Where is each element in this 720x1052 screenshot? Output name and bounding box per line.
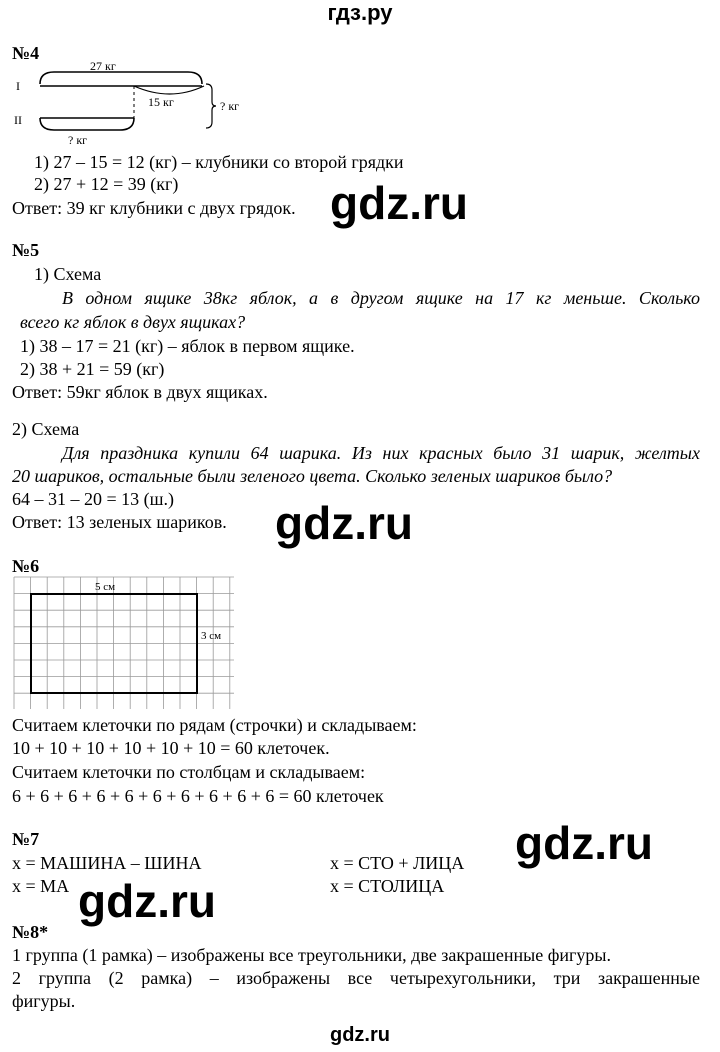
difference-brace: [134, 86, 204, 94]
total-label: ? кг: [220, 99, 240, 113]
watermark-2: gdz.ru: [275, 497, 413, 549]
watermark-4: gdz.ru: [78, 875, 216, 927]
task-7-right-1: х = СТО + ЛИЦА: [330, 853, 465, 873]
task-7-left-1: х = МАШИНА – ШИНА: [12, 853, 202, 873]
watermark-1: gdz.ru: [330, 177, 468, 229]
height-label: 3 см: [201, 630, 222, 642]
task-6-line-4: 6 + 6 + 6 + 6 + 6 + 6 + 6 + 6 + 6 + 6 = 60 клеточек: [12, 786, 384, 806]
task-5-part2-solution: 64 – 31 – 20 = 13 (ш.): [12, 489, 174, 509]
task-5-part1-problem-line2: всего кг яблок в двух ящиках?: [20, 312, 246, 332]
task-8-header: №8*: [12, 922, 49, 942]
task-5-part1-problem-line1: В одном ящике 38кг яблок, а в другом ящике на 17 кг меньше. Сколько: [62, 288, 700, 308]
task-5-part2-answer: Ответ: 13 зеленых шариков.: [12, 512, 227, 532]
bottom-brace: [40, 118, 134, 130]
task-5-part2-title: 2) Схема: [12, 419, 80, 439]
task-6-line-3: Считаем клеточки по столбцам и складываем:: [12, 762, 366, 782]
task-7-left-2: х = МА: [12, 876, 70, 896]
task-8-line-2: 2 группа (2 рамка) – изображены все четырехугольники, три закрашенные: [12, 968, 700, 988]
width-label: 5 см: [95, 581, 116, 593]
bottom-label: ? кг: [68, 133, 88, 147]
task-4-line-1: 1) 27 – 15 = 12 (кг) – клубники со второй грядки: [34, 152, 404, 172]
task-6-header: №6: [12, 556, 40, 576]
row-2-label: II: [14, 113, 22, 127]
task-5-part1-answer: Ответ: 59кг яблок в двух ящиках.: [12, 382, 268, 402]
footer-watermark: gdz.ru: [330, 1024, 390, 1046]
grid-lines: [14, 577, 234, 709]
watermark-3: gdz.ru: [515, 817, 653, 869]
task-5-part1-line-1: 1) 38 – 17 = 21 (кг) – яблок в первом ящике.: [20, 336, 355, 356]
row-1-label: I: [16, 79, 20, 93]
task-5-part2-problem-line1: Для праздника купили 64 шарика. Из них красных было 31 шарик, желтых: [62, 443, 700, 463]
task-4-answer: Ответ: 39 кг клубники с двух грядок.: [12, 198, 296, 218]
task-8-line-3: фигуры.: [12, 991, 76, 1011]
task-4-line-2: 2) 27 + 12 = 39 (кг): [34, 174, 179, 194]
task-7-right-2: х = СТОЛИЦА: [330, 876, 445, 896]
top-label: 27 кг: [90, 59, 116, 73]
task-6-line-1: Считаем клеточки по рядам (строчки) и складываем:: [12, 715, 417, 735]
task-6-line-2: 10 + 10 + 10 + 10 + 10 + 10 = 60 клеточек.: [12, 738, 330, 758]
site-title: гдз.ру: [327, 0, 393, 25]
total-brace: [206, 84, 216, 128]
task-6-grid: [13, 576, 235, 710]
task-5-part1-line-2: 2) 38 + 21 = 59 (кг): [20, 359, 165, 379]
task-8-line-1: 1 группа (1 рамка) – изображены все треугольники, две закрашенные фигуры.: [12, 945, 612, 965]
top-brace: [40, 72, 202, 84]
difference-label: 15 кг: [148, 95, 174, 109]
task-5-part1-title: 1) Схема: [34, 264, 102, 284]
task-5-part2-problem-line2: 20 шариков, остальные были зеленого цвета. Сколько зеленых шариков было?: [12, 466, 613, 486]
task-7-header: №7: [12, 829, 40, 849]
task-4-diagram: [10, 58, 250, 148]
task-5-header: №5: [12, 240, 40, 260]
task-4-header: №4: [12, 43, 40, 63]
